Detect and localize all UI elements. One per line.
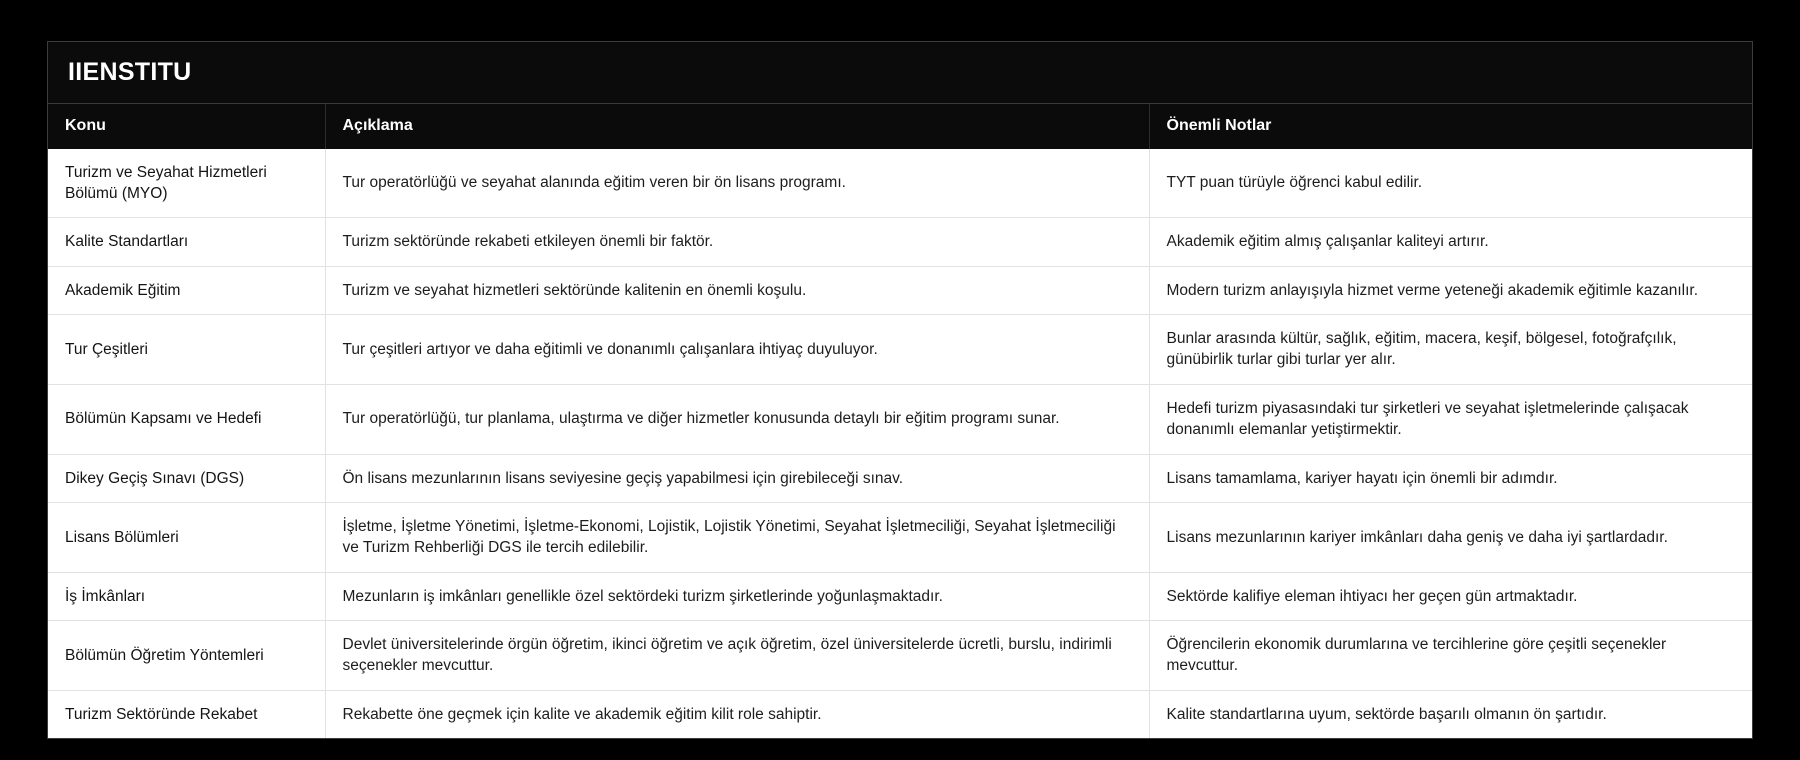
info-table	[48, 104, 1752, 739]
cell-aciklama: Tur çeşitleri artıyor ve daha eğitimli ve donanımlı çalışanlara ihtiyaç duyuluyor.	[325, 315, 1149, 385]
table-body	[48, 149, 1752, 739]
cell-konu: Dikey Geçiş Sınavı (DGS)	[48, 454, 325, 502]
cell-aciklama: Turizm sektöründe rekabeti etkileyen önemli bir faktör.	[325, 218, 1149, 266]
cell-konu: Lisans Bölümleri	[48, 502, 325, 572]
table-row	[48, 502, 1752, 572]
table-row	[48, 218, 1752, 266]
table-row	[48, 266, 1752, 314]
cell-aciklama: Devlet üniversitelerinde örgün öğretim, ikinci öğretim ve açık öğretim, özel üniversitelerde ücretli, burslu, indirimli seçenekler mevcuttur.	[325, 621, 1149, 691]
cell-notlar: Hedefi turizm piyasasındaki tur şirketleri ve seyahat işletmelerinde çalışacak donanımlı elemanlar yetiştirmektir.	[1149, 384, 1752, 454]
cell-notlar: Öğrencilerin ekonomik durumlarına ve tercihlerine göre çeşitli seçenekler mevcuttur.	[1149, 621, 1752, 691]
table-row	[48, 454, 1752, 502]
table-header-row	[48, 104, 1752, 149]
cell-konu: Turizm ve Seyahat Hizmetleri Bölümü (MYO)	[48, 149, 325, 218]
column-header-notlar: Önemli Notlar	[1149, 104, 1752, 149]
brand-title: IIENSTITU	[68, 58, 192, 86]
cell-aciklama: Tur operatörlüğü, tur planlama, ulaştırma ve diğer hizmetler konusunda detaylı bir eğitim programı sunar.	[325, 384, 1149, 454]
cell-aciklama: Turizm ve seyahat hizmetleri sektöründe kalitenin en önemli koşulu.	[325, 266, 1149, 314]
column-header-aciklama: Açıklama	[325, 104, 1149, 149]
cell-notlar: Kalite standartlarına uyum, sektörde başarılı olmanın ön şartıdır.	[1149, 690, 1752, 738]
cell-aciklama: Rekabette öne geçmek için kalite ve akademik eğitim kilit role sahiptir.	[325, 690, 1149, 738]
cell-konu: İş İmkânları	[48, 572, 325, 620]
column-header-konu: Konu	[48, 104, 325, 149]
table-row	[48, 572, 1752, 620]
cell-aciklama: Ön lisans mezunlarının lisans seviyesine geçiş yapabilmesi için girebileceği sınav.	[325, 454, 1149, 502]
info-card	[47, 41, 1753, 739]
cell-notlar: Lisans tamamlama, kariyer hayatı için önemli bir adımdır.	[1149, 454, 1752, 502]
cell-konu: Turizm Sektöründe Rekabet	[48, 690, 325, 738]
cell-notlar: Sektörde kalifiye eleman ihtiyacı her geçen gün artmaktadır.	[1149, 572, 1752, 620]
cell-aciklama: İşletme, İşletme Yönetimi, İşletme-Ekonomi, Lojistik, Lojistik Yönetimi, Seyahat İşletmeciliği, Seyahat İşletmeciliği ve Turizm Rehberliği DGS ile tercih edilebilir.	[325, 502, 1149, 572]
table-row	[48, 315, 1752, 385]
cell-konu: Tur Çeşitleri	[48, 315, 325, 385]
table-row	[48, 384, 1752, 454]
cell-aciklama: Tur operatörlüğü ve seyahat alanında eğitim veren bir ön lisans programı.	[325, 149, 1149, 218]
table-header	[48, 104, 1752, 149]
cell-aciklama: Mezunların iş imkânları genellikle özel sektördeki turizm şirketlerinde yoğunlaşmaktadır.	[325, 572, 1149, 620]
cell-notlar: Modern turizm anlayışıyla hizmet verme yeteneği akademik eğitimle kazanılır.	[1149, 266, 1752, 314]
cell-konu: Bölümün Kapsamı ve Hedefi	[48, 384, 325, 454]
cell-notlar: Akademik eğitim almış çalışanlar kaliteyi artırır.	[1149, 218, 1752, 266]
cell-konu: Akademik Eğitim	[48, 266, 325, 314]
cell-konu: Kalite Standartları	[48, 218, 325, 266]
table-row	[48, 690, 1752, 738]
table-row	[48, 149, 1752, 218]
cell-notlar: Lisans mezunlarının kariyer imkânları daha geniş ve daha iyi şartlardadır.	[1149, 502, 1752, 572]
table-row	[48, 621, 1752, 691]
cell-notlar: TYT puan türüyle öğrenci kabul edilir.	[1166, 174, 1423, 192]
brand-header	[48, 42, 1752, 104]
cell-notlar: Bunlar arasında kültür, sağlık, eğitim, macera, keşif, bölgesel, fotoğrafçılık, günübirlik turlar gibi turlar yer alır.	[1149, 315, 1752, 385]
cell-konu: Bölümün Öğretim Yöntemleri	[48, 621, 325, 691]
